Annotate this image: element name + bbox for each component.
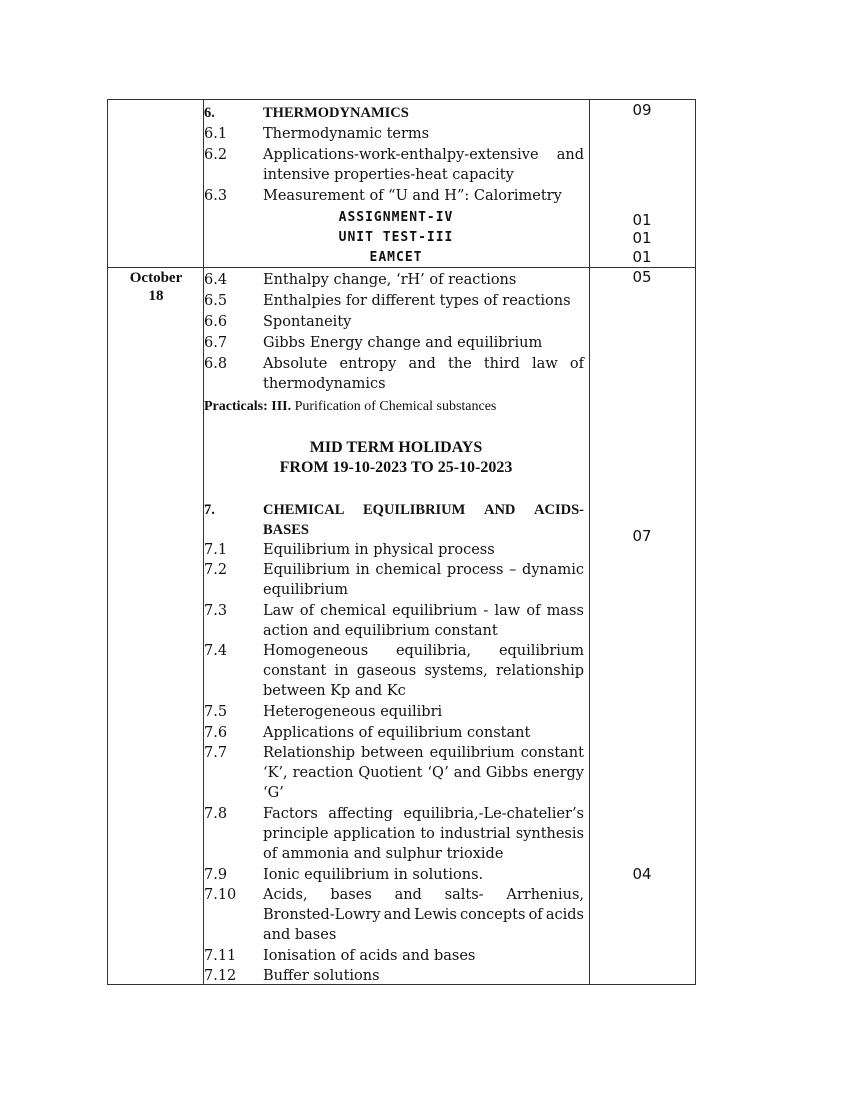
topic-text: Gibbs Energy change and equilibrium (263, 335, 543, 351)
word: equilibrium (429, 745, 515, 761)
word: third (483, 356, 520, 372)
topic-text-line (263, 824, 584, 844)
topic-number: 7.3 (204, 603, 228, 619)
word: relationship (495, 663, 584, 679)
topic-text: intensive properties-heat capacity (263, 167, 514, 183)
month-label: October (129, 270, 183, 286)
word: of (526, 603, 541, 619)
topic-text: Measurement of “U and H”: Calorimetry (263, 188, 562, 204)
word: Arrhenius, (506, 887, 584, 903)
topic-number: 6.1 (204, 126, 228, 142)
word: equilibrium (392, 603, 478, 619)
word: in (334, 663, 349, 679)
topic-number: 7.8 (204, 806, 228, 822)
topic-text-line (263, 641, 584, 661)
topic-number: 7.7 (204, 745, 228, 761)
word: reaction (292, 765, 354, 781)
word: Homogeneous (263, 643, 369, 659)
topic-text-line (263, 804, 584, 824)
word: Bronsted-Lowry (263, 907, 381, 923)
topic-text-line (263, 905, 584, 925)
word: bases (330, 887, 372, 903)
word: acids (545, 907, 584, 923)
word: – (509, 562, 517, 578)
topic-number: 7.4 (204, 643, 228, 659)
word: principle (263, 826, 329, 842)
topic-number: 7.12 (204, 968, 237, 984)
word: of (569, 356, 584, 372)
word: EQUILIBRIUM (363, 502, 466, 518)
topic-number: 6.5 (204, 293, 228, 309)
word: salts- (444, 887, 484, 903)
unit-number: 6. (204, 105, 215, 121)
word: to (420, 826, 435, 842)
holiday-heading: MID TERM HOLIDAYS (309, 439, 483, 456)
topic-text: Enthalpy change, ‘rH’ of reactions (263, 272, 517, 288)
topic-text: ‘G’ (263, 785, 284, 801)
topic-text-line (263, 601, 584, 621)
topic-text-line (263, 354, 584, 374)
assessment-periods: 01 (632, 229, 652, 247)
word: Factors (263, 806, 318, 822)
word: Lewis (414, 907, 457, 923)
topic-text-line (263, 763, 584, 783)
topic-text-line (263, 743, 584, 763)
topic-number: 7.6 (204, 725, 228, 741)
practicals-text: Purification of Chemical substances (294, 399, 497, 414)
assessment-label: UNIT TEST-III (338, 230, 454, 245)
topic-number: 7.2 (204, 562, 228, 578)
topic-text: Enthalpies for different types of reactions (263, 293, 571, 309)
topic-text-line (263, 145, 584, 165)
topic-text-line (263, 885, 584, 905)
word: synthesis (515, 826, 584, 842)
word: equilibrium (498, 643, 584, 659)
word: Equilibrium (263, 562, 351, 578)
word: and (556, 147, 584, 163)
topic-number: 6.7 (204, 335, 228, 351)
word: mass (546, 603, 584, 619)
unit-title: THERMODYNAMICS (263, 105, 409, 121)
word: entropy (339, 356, 397, 372)
topic-number: 6.4 (204, 272, 228, 288)
topic-text: Applications of equilibrium constant (263, 725, 531, 741)
topic-text: Ionic equilibrium in solutions. (263, 867, 484, 883)
word: Acids, (263, 887, 308, 903)
word: industrial (439, 826, 511, 842)
word: between (361, 745, 424, 761)
word: equilibria, (395, 643, 472, 659)
word: ACIDS- (534, 502, 584, 518)
word: and (383, 907, 411, 923)
word: Absolute (263, 356, 328, 372)
topic-text: thermodynamics (263, 376, 386, 392)
word: law (494, 603, 521, 619)
topic-text: Thermodynamic terms (263, 126, 430, 142)
topic-number: 7.11 (204, 948, 237, 964)
topic-text: between Kp and Kc (263, 683, 406, 699)
word: law (532, 356, 558, 372)
topic-text: Heterogeneous equilibri (263, 704, 443, 720)
holiday-dates: FROM 19-10-2023 TO 25-10-2023 (279, 459, 513, 476)
word: AND (483, 502, 516, 518)
unit-title-line (263, 500, 584, 520)
unit-periods: 09 (632, 101, 652, 119)
month-days: 18 (148, 288, 164, 304)
word: process (446, 562, 504, 578)
word: of (299, 603, 314, 619)
word: and (408, 356, 436, 372)
assessment-label: ASSIGNMENT-IV (338, 210, 454, 225)
syllabus-table (107, 99, 696, 985)
word: chemical (320, 603, 386, 619)
word: Law (263, 603, 294, 619)
word: in (355, 562, 370, 578)
topic-number: 7.1 (204, 542, 228, 558)
topic-number: 6.2 (204, 147, 228, 163)
topic-text: Buffer solutions (263, 968, 380, 984)
practicals-line (204, 397, 496, 417)
word: energy (533, 765, 584, 781)
unit-periods: 07 (632, 527, 652, 545)
topic-text: Equilibrium in physical process (263, 542, 495, 558)
topic-text: and bases (263, 927, 337, 943)
word: - (483, 603, 489, 619)
word: the (447, 356, 472, 372)
word: concepts (459, 907, 526, 923)
topic-number: 6.8 (204, 356, 228, 372)
word: and (394, 887, 422, 903)
topic-number: 7.10 (204, 887, 237, 903)
word: ‘Q’ (427, 765, 449, 781)
word: Gibbs (485, 765, 529, 781)
october-periods: 05 (632, 268, 652, 286)
topic-text-line (263, 661, 584, 681)
topic-text: Spontaneity (263, 314, 352, 330)
word: of (528, 907, 543, 923)
word: systems, (424, 663, 488, 679)
assessment-periods: 01 (632, 248, 652, 266)
topic-number: 7.9 (204, 867, 228, 883)
word: Relationship (263, 745, 356, 761)
word: affecting (328, 806, 393, 822)
topic-text: Ionisation of acids and bases (263, 948, 476, 964)
word: dynamic (522, 562, 584, 578)
topic-text-line (263, 560, 584, 580)
topic-text: of ammonia and sulphur trioxide (263, 846, 504, 862)
word: CHEMICAL (263, 502, 345, 518)
word: Applications-work-enthalpy-extensive (263, 147, 539, 163)
unit-title: BASES (263, 522, 309, 538)
word: constant (263, 663, 327, 679)
word: equilibria,-Le-chatelier’s (403, 806, 584, 822)
word: and (453, 765, 481, 781)
word: gaseous (356, 663, 417, 679)
word: application (333, 826, 416, 842)
assessment-periods: 01 (632, 211, 652, 229)
word: Quotient (358, 765, 423, 781)
assessment-label: EAMCET (369, 250, 423, 265)
word: ‘K’, (263, 765, 288, 781)
unit-periods: 04 (632, 865, 652, 883)
word: constant (520, 745, 584, 761)
topic-text: equilibrium (263, 582, 349, 598)
word: chemical (375, 562, 442, 578)
topic-number: 6.3 (204, 188, 228, 204)
practicals-label: Practicals: III. (204, 399, 292, 414)
topic-text: action and equilibrium constant (263, 623, 498, 639)
unit-number: 7. (204, 502, 215, 518)
topic-number: 7.5 (204, 704, 228, 720)
topic-number: 6.6 (204, 314, 228, 330)
